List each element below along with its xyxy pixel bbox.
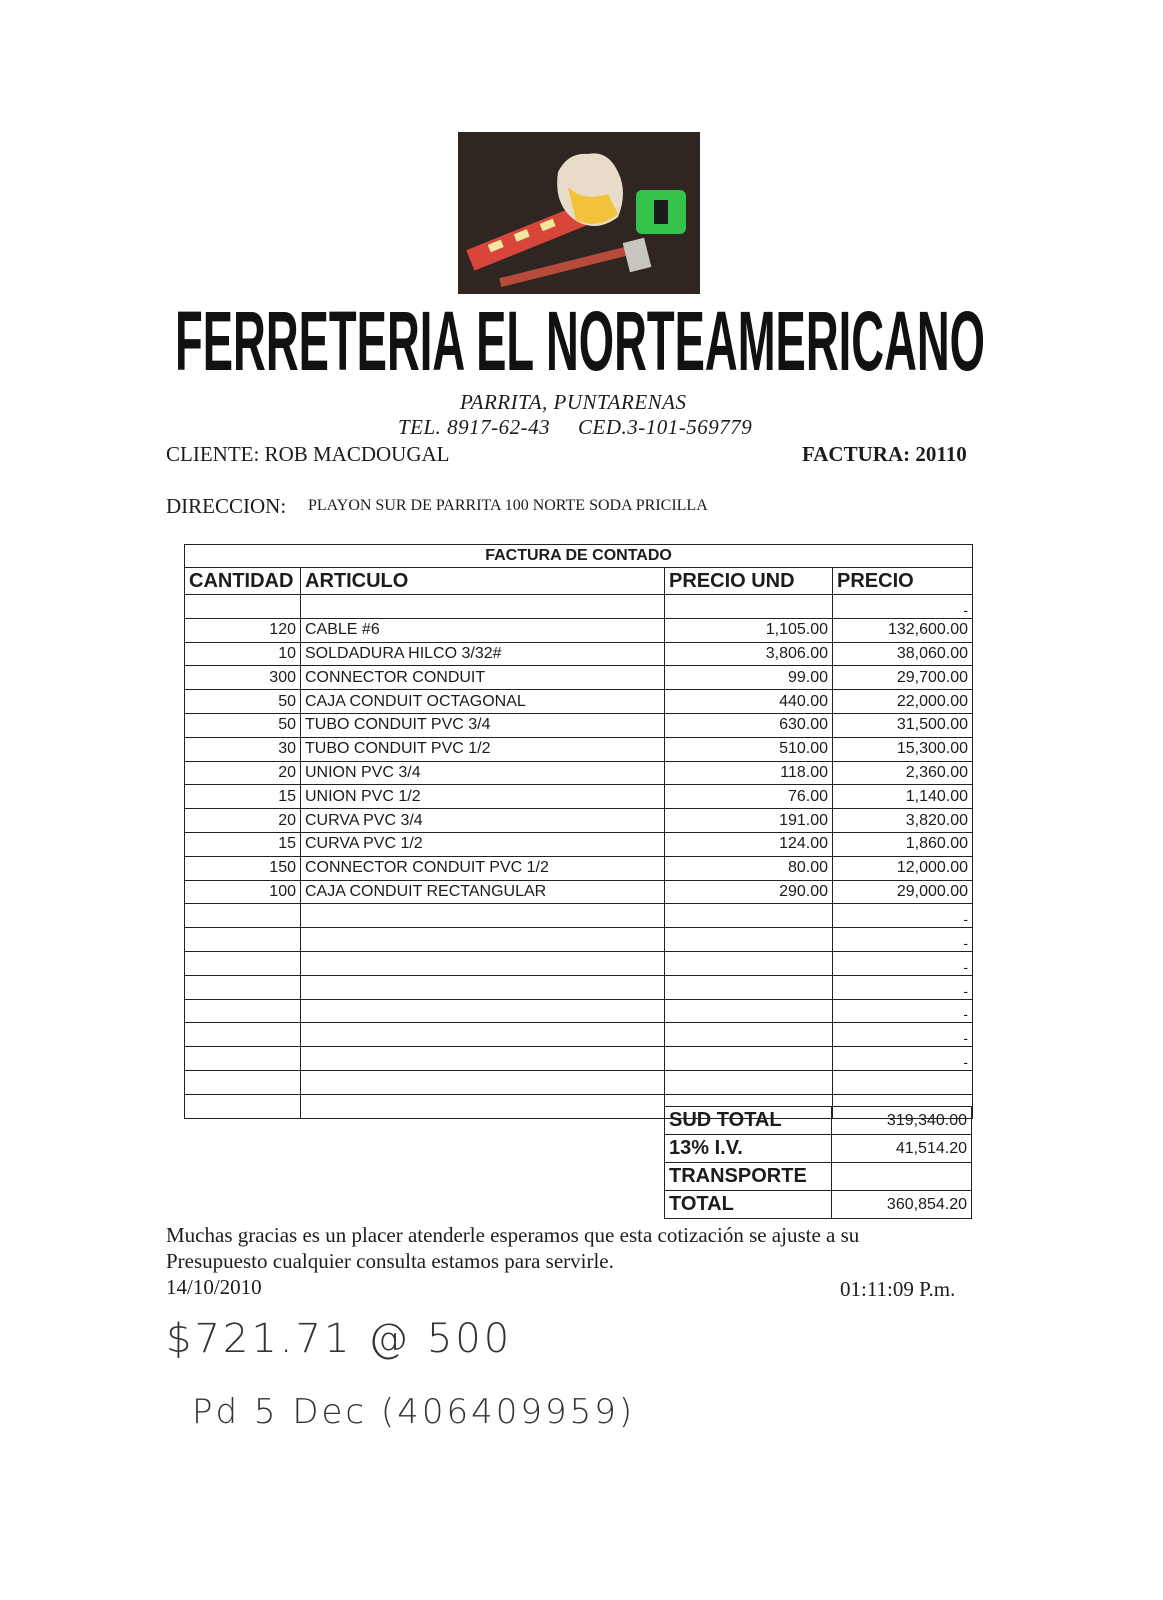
item-price: 22,000.00 xyxy=(833,690,973,714)
totals-label: 13% I.V. xyxy=(665,1135,832,1163)
totals-row xyxy=(665,1163,972,1191)
invoice-table xyxy=(184,544,973,1119)
blank-price-mark: - xyxy=(833,1047,973,1071)
item-price: 2,360.00 xyxy=(833,761,973,785)
totals-table xyxy=(664,1106,972,1219)
table-row xyxy=(185,785,973,809)
table-title-row xyxy=(185,545,973,568)
blank-price-mark: - xyxy=(833,999,973,1023)
invoice-time: 01:11:09 P.m. xyxy=(840,1277,956,1301)
totals-value: 360,854.20 xyxy=(832,1191,972,1219)
client-address: PLAYON SUR DE PARRITA 100 NORTE SODA PRICILLA xyxy=(308,497,708,514)
table-header-row xyxy=(185,568,973,595)
table-row-blank xyxy=(185,595,973,619)
table-row xyxy=(185,832,973,856)
blank-price-mark: - xyxy=(833,928,973,952)
totals-value: 319,340.00 xyxy=(832,1107,972,1135)
item-quantity: 15 xyxy=(185,832,301,856)
item-unit-price: 3,806.00 xyxy=(665,642,833,666)
table-row-blank xyxy=(185,951,973,975)
item-price: 15,300.00 xyxy=(833,737,973,761)
table-title: FACTURA DE CONTADO xyxy=(185,545,973,568)
item-description: CAJA CONDUIT RECTANGULAR xyxy=(301,880,665,904)
totals-value: 41,514.20 xyxy=(832,1135,972,1163)
table-row-blank xyxy=(185,999,973,1023)
table-row xyxy=(185,666,973,690)
table-row xyxy=(185,690,973,714)
item-price: 29,000.00 xyxy=(833,880,973,904)
table-row xyxy=(185,737,973,761)
logo-photo xyxy=(458,132,700,294)
item-price: 1,860.00 xyxy=(833,832,973,856)
table-row xyxy=(185,642,973,666)
table-row-blank xyxy=(185,904,973,928)
totals-label: TRANSPORTE xyxy=(665,1163,832,1191)
invoice-number: FACTURA: 20110 xyxy=(802,442,967,466)
item-unit-price: 99.00 xyxy=(665,666,833,690)
table-row-blank xyxy=(185,1023,973,1047)
client-name: CLIENTE: ROB MACDOUGAL xyxy=(166,442,450,466)
totals-row xyxy=(665,1191,972,1219)
header-precio-und: PRECIO UND xyxy=(665,568,833,595)
store-phone: TEL. 8917-62-43 xyxy=(398,415,551,439)
item-description: CAJA CONDUIT OCTAGONAL xyxy=(301,690,665,714)
item-unit-price: 191.00 xyxy=(665,809,833,833)
table-row-blank xyxy=(185,1047,973,1071)
blank-price-mark: - xyxy=(833,975,973,999)
item-quantity: 50 xyxy=(185,713,301,737)
item-description: CURVA PVC 3/4 xyxy=(301,809,665,833)
header-precio: PRECIO xyxy=(833,568,973,595)
blank-price-mark: - xyxy=(833,951,973,975)
item-description: TUBO CONDUIT PVC 3/4 xyxy=(301,713,665,737)
item-quantity: 10 xyxy=(185,642,301,666)
tools-illustration xyxy=(458,132,700,294)
item-unit-price: 124.00 xyxy=(665,832,833,856)
item-price: 132,600.00 xyxy=(833,618,973,642)
totals-row xyxy=(665,1135,972,1163)
store-ced: CED.3-101-569779 xyxy=(578,415,753,439)
item-quantity: 20 xyxy=(185,761,301,785)
item-unit-price: 290.00 xyxy=(665,880,833,904)
item-description: CURVA PVC 1/2 xyxy=(301,832,665,856)
item-unit-price: 80.00 xyxy=(665,856,833,880)
item-quantity: 150 xyxy=(185,856,301,880)
item-quantity: 30 xyxy=(185,737,301,761)
blank-price-mark: - xyxy=(833,1023,973,1047)
table-row xyxy=(185,880,973,904)
totals-value xyxy=(832,1163,972,1191)
item-price: 29,700.00 xyxy=(833,666,973,690)
table-row xyxy=(185,618,973,642)
item-price: 1,140.00 xyxy=(833,785,973,809)
item-description: SOLDADURA HILCO 3/32# xyxy=(301,642,665,666)
handwritten-note-amount: $721.71 @ 500 xyxy=(166,1316,513,1362)
thank-you-line-1: Muchas gracias es un placer atenderle esperamos que esta cotización se ajuste a su xyxy=(166,1223,860,1247)
item-quantity: 50 xyxy=(185,690,301,714)
blank-price-mark: - xyxy=(833,904,973,928)
item-unit-price: 1,105.00 xyxy=(665,618,833,642)
table-row xyxy=(185,809,973,833)
item-quantity: 20 xyxy=(185,809,301,833)
item-description: TUBO CONDUIT PVC 1/2 xyxy=(301,737,665,761)
item-description: UNION PVC 3/4 xyxy=(301,761,665,785)
item-unit-price: 510.00 xyxy=(665,737,833,761)
store-name-wordmark xyxy=(166,292,994,388)
item-unit-price: 630.00 xyxy=(665,713,833,737)
totals-label: SUD TOTAL xyxy=(665,1107,832,1135)
item-price: 38,060.00 xyxy=(833,642,973,666)
item-price: 12,000.00 xyxy=(833,856,973,880)
item-quantity: 300 xyxy=(185,666,301,690)
item-quantity: 100 xyxy=(185,880,301,904)
item-price: 3,820.00 xyxy=(833,809,973,833)
item-price: 31,500.00 xyxy=(833,713,973,737)
address-label: DIRECCION: xyxy=(166,494,287,518)
table-row xyxy=(185,856,973,880)
item-unit-price: 76.00 xyxy=(665,785,833,809)
header-cantidad: CANTIDAD xyxy=(185,568,301,595)
item-description: UNION PVC 1/2 xyxy=(301,785,665,809)
header-articulo: ARTICULO xyxy=(301,568,665,595)
table-row xyxy=(185,713,973,737)
table-row-blank xyxy=(185,1070,973,1094)
table-row-blank xyxy=(185,975,973,999)
item-description: CONNECTOR CONDUIT xyxy=(301,666,665,690)
item-description: CONNECTOR CONDUIT PVC 1/2 xyxy=(301,856,665,880)
item-unit-price: 118.00 xyxy=(665,761,833,785)
item-unit-price: 440.00 xyxy=(665,690,833,714)
invoice-date: 14/10/2010 xyxy=(166,1275,262,1299)
totals-label: TOTAL xyxy=(665,1191,832,1219)
store-name-logo xyxy=(166,292,994,388)
store-name-text: FERRETERIA EL NORTEAMERICANO xyxy=(175,294,985,388)
item-quantity: 15 xyxy=(185,785,301,809)
item-quantity: 120 xyxy=(185,618,301,642)
handwritten-note-paid: Pd 5 Dec (406409959) xyxy=(192,1392,636,1432)
table-row xyxy=(185,761,973,785)
table-row-blank xyxy=(185,928,973,952)
item-description: CABLE #6 xyxy=(301,618,665,642)
thank-you-line-2: Presupuesto cualquier consulta estamos para servirle. xyxy=(166,1249,614,1273)
blank-price-mark xyxy=(833,1070,973,1094)
store-location: PARRITA, PUNTARENAS xyxy=(460,390,687,414)
totals-row xyxy=(665,1107,972,1135)
blank-price-mark: - xyxy=(833,595,973,619)
